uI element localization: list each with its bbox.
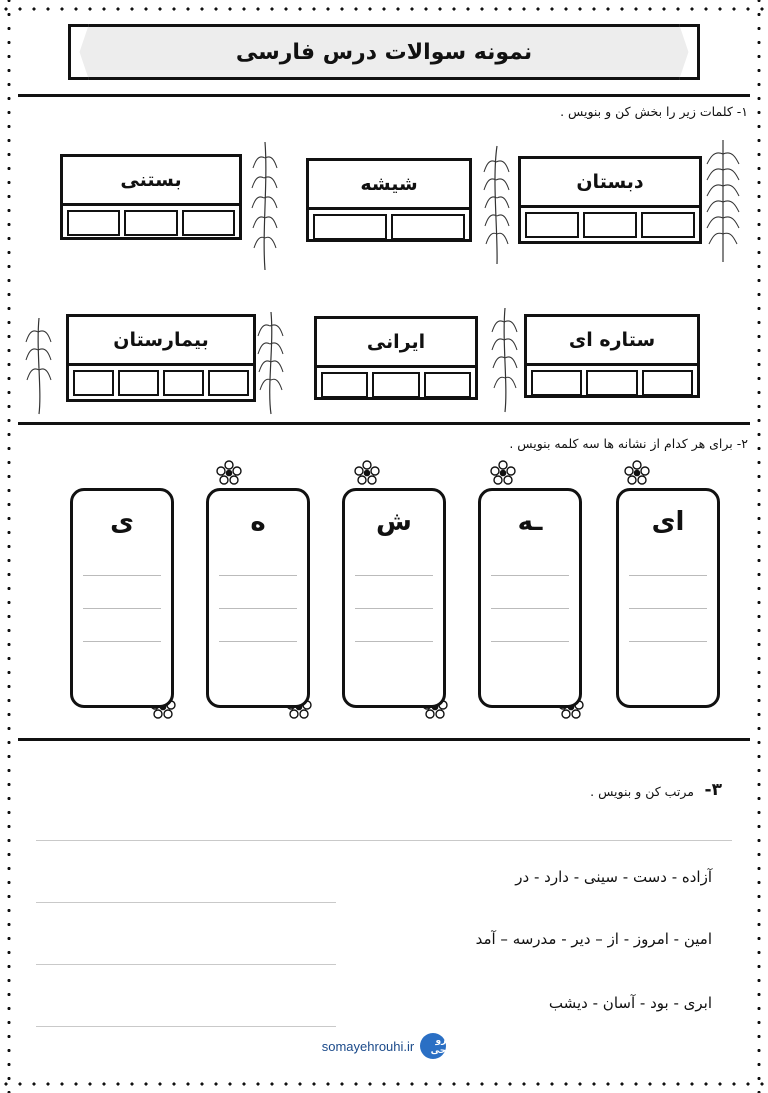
word-label: ایرانی: [317, 319, 475, 368]
word-card: [66, 314, 256, 402]
answer-line[interactable]: [355, 641, 433, 642]
title-banner: [68, 24, 700, 80]
word-card: [524, 314, 700, 398]
syllable-cell[interactable]: [321, 372, 368, 398]
letter-label: ای: [651, 507, 685, 537]
answer-line[interactable]: [629, 641, 707, 642]
syllable-cell[interactable]: [313, 214, 387, 240]
syllable-cells: [317, 368, 475, 402]
letter-label: ش: [376, 507, 412, 537]
site-logo: رو حی: [420, 1033, 446, 1059]
leaf-icon: [480, 140, 514, 270]
syllable-cell[interactable]: [124, 210, 177, 236]
syllable-cells: [521, 208, 699, 242]
letter-label: ـه: [517, 507, 543, 537]
syllable-cell[interactable]: [182, 210, 235, 236]
answer-lines: [491, 575, 569, 674]
syllable-cell[interactable]: [163, 370, 204, 396]
word-label: ستاره ای: [527, 317, 697, 366]
answer-lines: [355, 575, 433, 674]
leaf-icon: [254, 308, 288, 418]
sentence-item: آزاده - دست - سینی - دارد - در: [515, 868, 712, 886]
sentence-item: امین - امروز - از – دیر - مدرسه – آمد: [475, 930, 712, 948]
instruction-2: ۲- برای هر کدام از نشانه ها سه کلمه بنویس .: [509, 436, 748, 451]
leaf-icon: [704, 136, 742, 266]
answer-line[interactable]: [219, 608, 297, 609]
flower-icon: [624, 460, 650, 486]
sentence-item: ابری - بود - آسان - دیشب: [548, 994, 712, 1012]
flower-icon: [216, 460, 242, 486]
answer-line[interactable]: [491, 608, 569, 609]
syllable-cells: [63, 206, 239, 240]
word-label: بستنی: [63, 157, 239, 206]
writing-line[interactable]: [36, 902, 336, 903]
letter-tag: [616, 488, 720, 708]
answer-line[interactable]: [491, 641, 569, 642]
leaf-icon: [248, 138, 282, 274]
answer-line[interactable]: [83, 641, 161, 642]
syllable-cell[interactable]: [118, 370, 159, 396]
section-divider-2: [18, 422, 750, 425]
letter-label: ه: [250, 507, 266, 537]
letter-tag: [70, 488, 174, 708]
page-border-dots-right: [752, 0, 766, 1093]
title-banner-wrap: [68, 24, 700, 80]
answer-line[interactable]: [355, 575, 433, 576]
page-border-dots-bottom: [0, 1077, 768, 1091]
answer-lines: [629, 575, 707, 674]
syllable-cell[interactable]: [531, 370, 582, 396]
word-card: [518, 156, 702, 244]
page-border-dots-left: [2, 0, 16, 1093]
section-divider-1: [18, 94, 750, 97]
letter-tag: [478, 488, 582, 708]
flower-icon: [354, 460, 380, 486]
word-card: [60, 154, 242, 240]
instruction-1: ۱- کلمات زیر را بخش کن و بنویس .: [560, 104, 748, 119]
answer-line[interactable]: [355, 608, 433, 609]
letter-tag: [342, 488, 446, 708]
syllable-cell[interactable]: [372, 372, 419, 398]
syllable-cells: [309, 210, 469, 244]
writing-line[interactable]: [36, 964, 336, 965]
instruction-3: مرتب کن و بنویس .: [590, 784, 694, 799]
worksheet-content: [18, 18, 750, 1075]
answer-lines: [83, 575, 161, 674]
letter-label: ی: [110, 507, 134, 537]
syllable-cell[interactable]: [586, 370, 637, 396]
site-url[interactable]: somayehrouhi.ir: [321, 1038, 415, 1054]
word-label: شیشه: [309, 161, 469, 210]
syllable-cell[interactable]: [208, 370, 249, 396]
syllable-cell[interactable]: [67, 210, 120, 236]
answer-lines: [219, 575, 297, 674]
leaf-icon: [488, 304, 522, 416]
page-title: نمونه سوالات درس فارسی: [235, 39, 533, 65]
syllable-cell[interactable]: [641, 212, 695, 238]
word-label: دبستان: [521, 159, 699, 208]
answer-line[interactable]: [83, 575, 161, 576]
syllable-cell[interactable]: [391, 214, 465, 240]
answer-line[interactable]: [629, 575, 707, 576]
question-number-3: ۳-: [704, 780, 722, 800]
syllable-cell[interactable]: [583, 212, 637, 238]
letter-tag: [206, 488, 310, 708]
word-card: [314, 316, 478, 400]
syllable-cells: [527, 366, 697, 400]
answer-line[interactable]: [83, 608, 161, 609]
syllable-cells: [69, 366, 253, 400]
page-border-dots-top: [0, 2, 768, 16]
word-card: [306, 158, 472, 242]
syllable-cell[interactable]: [642, 370, 693, 396]
leaf-icon: [22, 314, 56, 418]
writing-line[interactable]: [36, 840, 732, 841]
word-label: بیمارستان: [69, 317, 253, 366]
flower-icon: [490, 460, 516, 486]
answer-line[interactable]: [219, 575, 297, 576]
syllable-cell[interactable]: [73, 370, 114, 396]
syllable-cell[interactable]: [525, 212, 579, 238]
answer-line[interactable]: [219, 641, 297, 642]
writing-line[interactable]: [36, 1026, 336, 1027]
answer-line[interactable]: [629, 608, 707, 609]
section-divider-3: [18, 738, 750, 741]
footer: [18, 1033, 750, 1059]
answer-line[interactable]: [491, 575, 569, 576]
syllable-cell[interactable]: [424, 372, 471, 398]
